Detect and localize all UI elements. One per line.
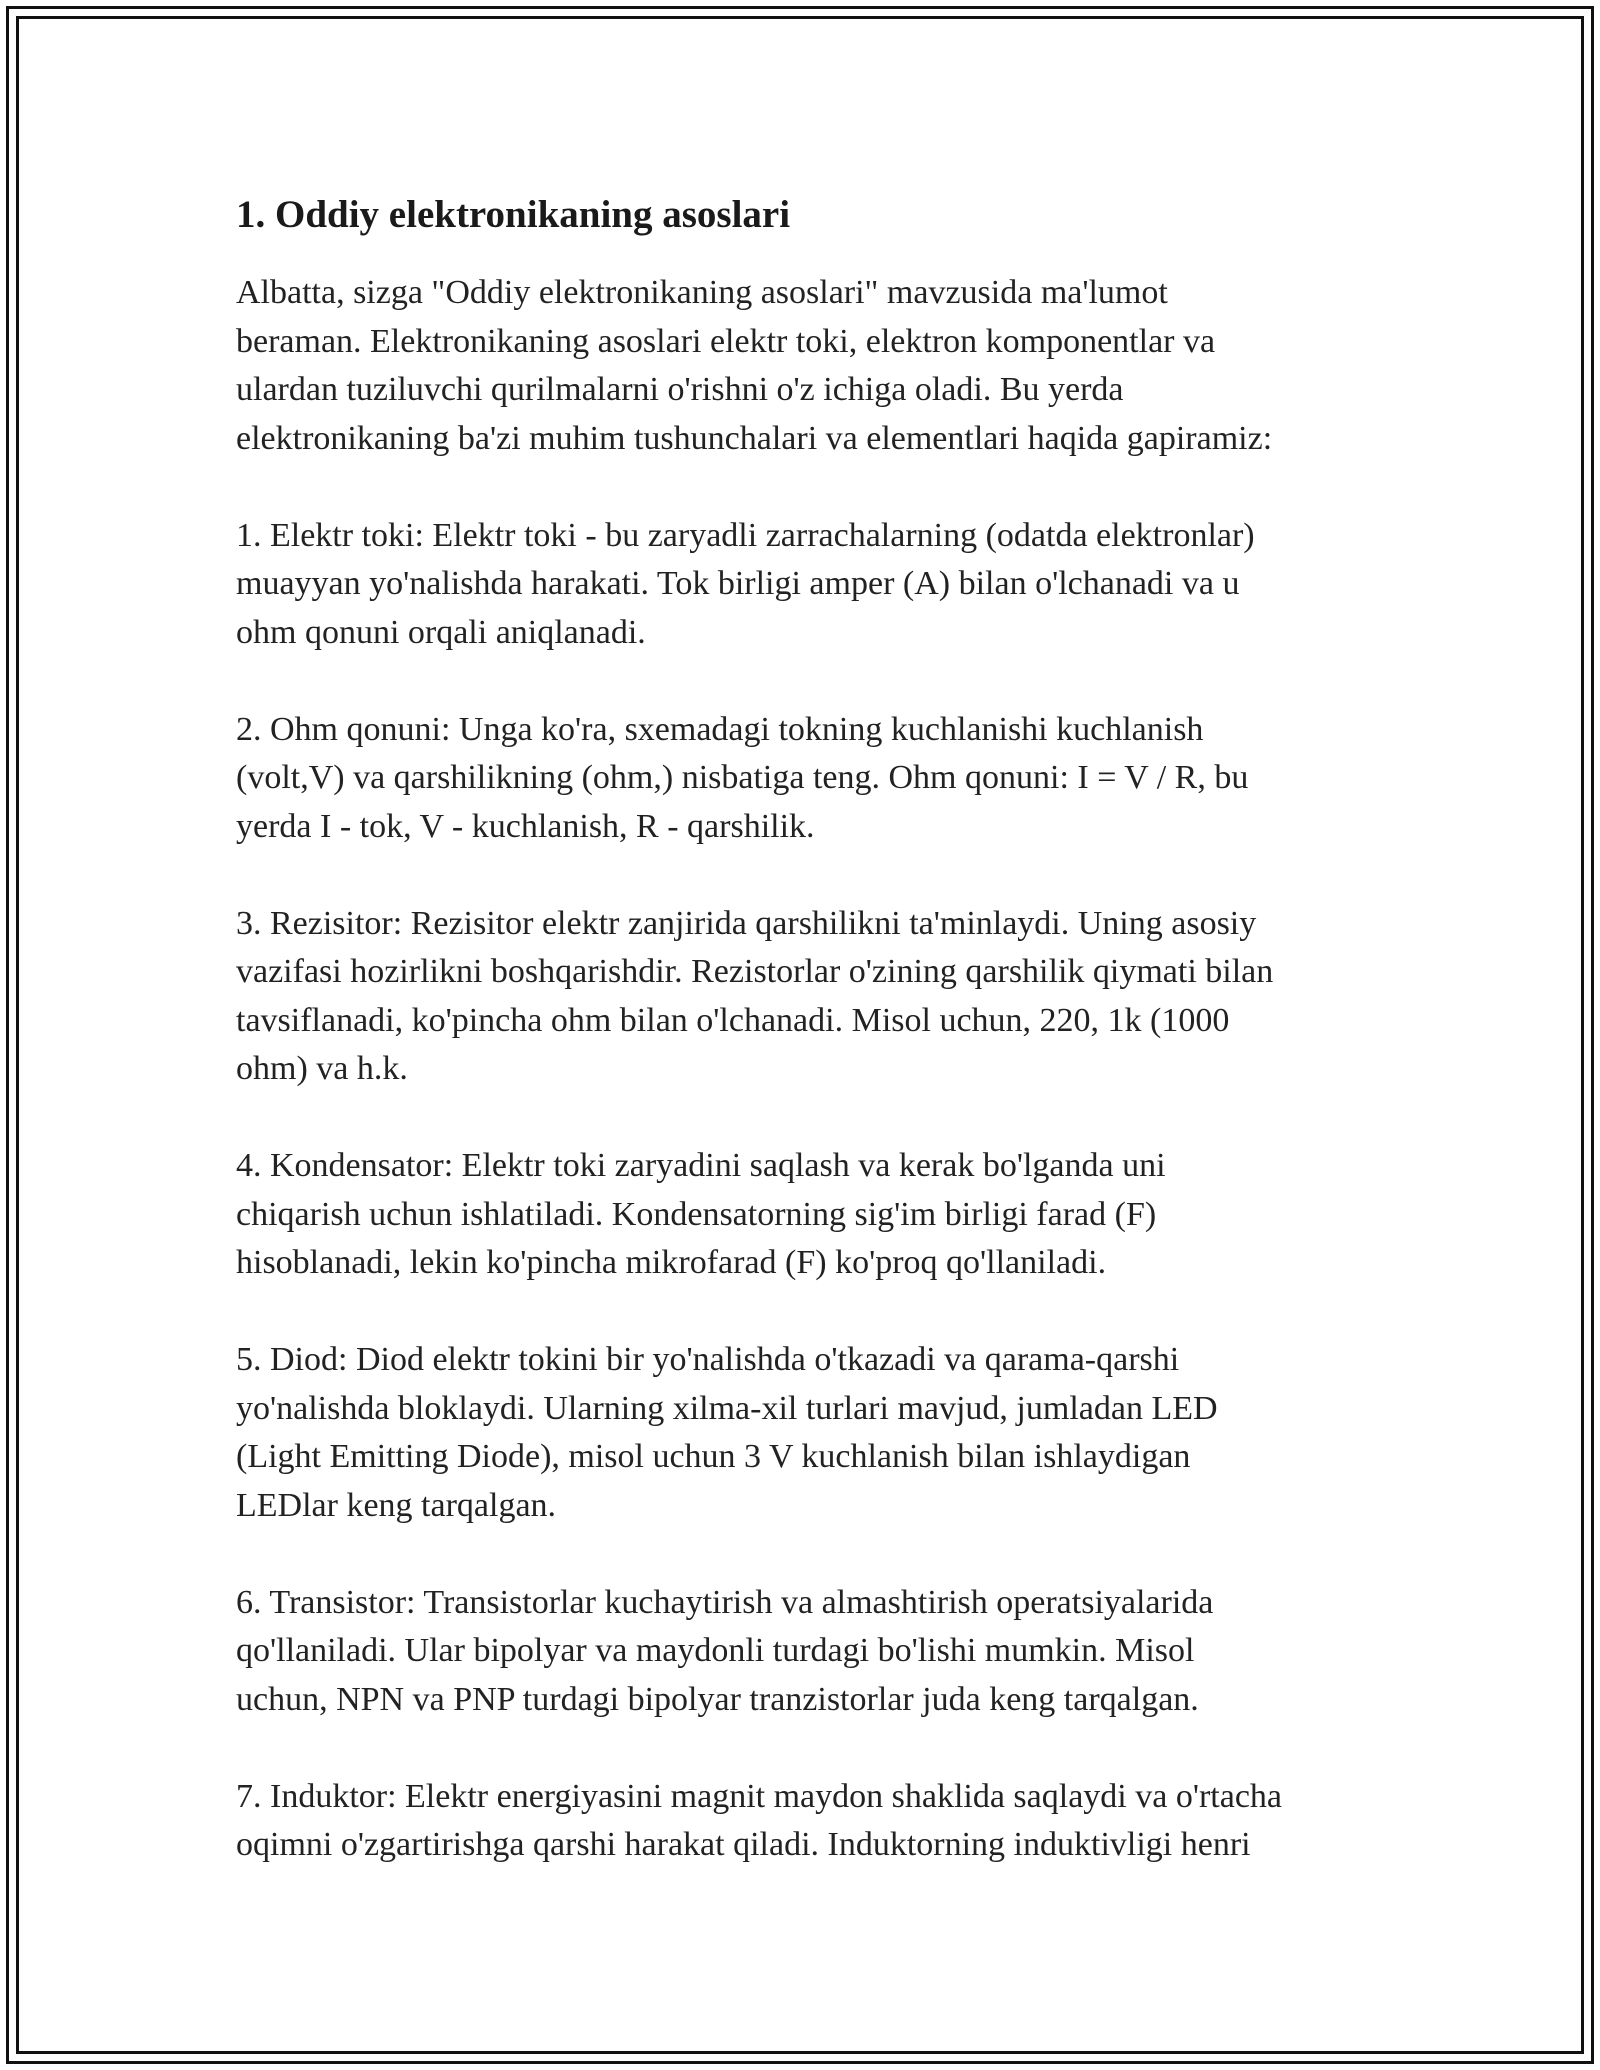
paragraph-diode: 5. Diod: Diod elektr tokini bir yo'nalishda o'tkazadi va qarama-qarshi yo'nalishda bloklaydi. Ularning xilma-xil turlari mavjud, jumladan LED (Light Emitting Diode), misol uchun 3 V kuchlanish bilan ishlaydigan LEDlar keng tarqalgan.	[236, 1341, 1218, 1524]
paragraph-transistor: 6. Transistor: Transistorlar kuchaytirish va almashtirish operatsiyalarida qo'llaniladi. Ular bipolyar va maydonli turdagi bo'lishi mumkin. Misol uchun, NPN va PNP turdagi bipolyar tranzistorlar juda keng tarqalgan.	[236, 1583, 1214, 1718]
paragraph-intro: Albatta, sizga "Oddiy elektronikaning asoslari" mavzusida ma'lumot beraman. Elektronikaning asoslari elektr toki, elektron komponentlar va ulardan tuziluvchi qurilmalarni o'rishni o'z ichiga oladi. Bu yerda elektronikaning ba'zi muhim tushunchalari va elementlari haqida gapiramiz:	[236, 274, 1273, 457]
paragraph-electric-current: 1. Elektr toki: Elektr toki - bu zaryadli zarrachalarning (odatda elektronlar) muayyan yo'nalishda harakati. Tok birligi amper (A) bilan o'lchanadi va u ohm qonuni orqali aniqlanadi.	[236, 516, 1255, 651]
paragraph-resistor: 3. Rezisitor: Rezisitor elektr zanjirida qarshilikni ta'minlaydi. Uning asosiy vazifasi hozirlikni boshqarishdir. Rezistorlar o'zining qarshilik qiymati bilan tavsiflanadi, ko'pincha ohm bilan o'lchanadi. Misol uchun, 220, 1k (1000 ohm) va h.k.	[236, 904, 1274, 1087]
paragraph-ohms-law: 2. Ohm qonuni: Unga ko'ra, sxemadagi tokning kuchlanishi kuchlanish (volt,V) va qarshilikning (ohm,) nisbatiga teng. Ohm qonuni: I = V / R, bu yerda I - tok, V - kuchlanish, R - qarshilik.	[236, 710, 1249, 845]
paragraph-inductor: 7. Induktor: Elektr energiyasini magnit maydon shaklida saqlaydi va o'rtacha oqimni o'zgartirishga qarshi harakat qiladi. Induktorning induktivligi henri	[236, 1777, 1282, 1863]
document-body	[236, 185, 1396, 1918]
document-title: 1. Oddiy elektronikaning asoslari	[236, 193, 791, 236]
paragraph-capacitor: 4. Kondensator: Elektr toki zaryadini saqlash va kerak bo'lganda uni chiqarish uchun ishlatiladi. Kondensatorning sig'im birligi farad (F) hisoblanadi, lekin ko'pincha mikrofarad (F) ko'proq qo'llaniladi.	[236, 1147, 1166, 1281]
